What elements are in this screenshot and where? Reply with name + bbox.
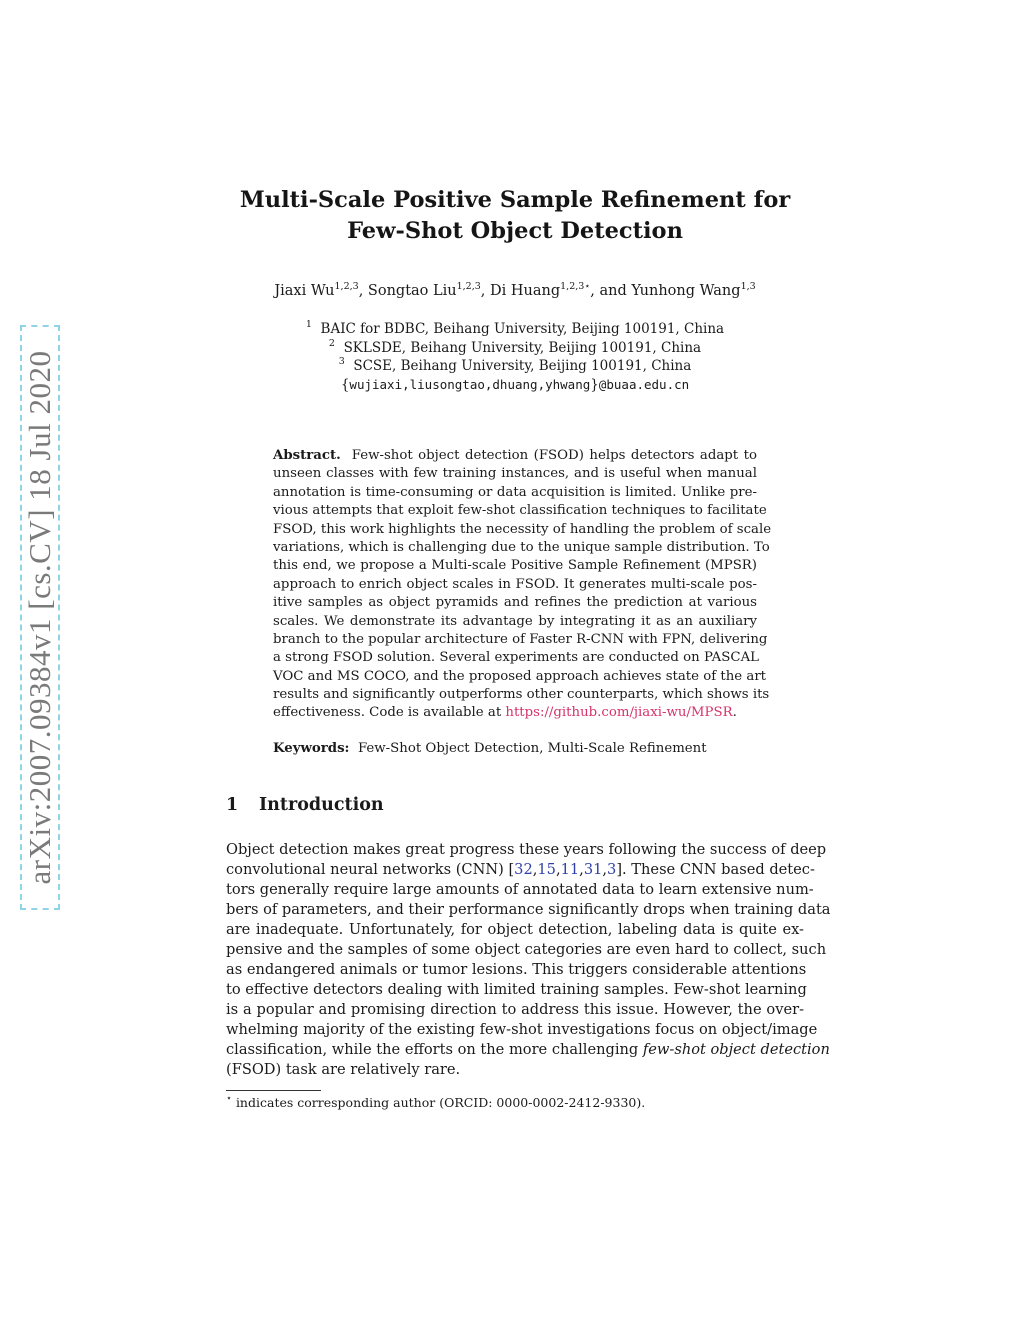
abstract-line: results and significantly outperforms other counterparts, which shows its	[273, 687, 770, 703]
section-title: Introduction	[259, 795, 384, 815]
section-heading	[226, 795, 384, 815]
arxiv-identifier-stamp: arXiv:2007.09384v1 [cs.CV] 18 Jul 2020	[20, 325, 60, 910]
author-affiliation-sup: 1,2,3⋆	[560, 281, 591, 292]
citation-link[interactable]: 11	[560, 861, 580, 878]
abstract-line	[273, 704, 757, 722]
paragraph-line: tors generally require large amounts of annotated data to learn extensive num-	[226, 881, 814, 898]
affiliation-number: 2	[328, 337, 335, 349]
paragraph-line: to effective detectors dealing with limited training samples. Few-shot learning	[226, 981, 807, 998]
title-line-1: Multi-Scale Positive Sample Refinement for	[239, 187, 791, 213]
author-affiliation-sup: 1,2,3	[334, 281, 359, 292]
affiliation-line	[200, 339, 830, 358]
abstract-line: a strong FSOD solution. Several experiments are conducted on PASCAL	[273, 650, 759, 666]
abstract-line: FSOD, this work highlights the necessity of handling the problem of scale	[273, 521, 772, 537]
author-name: Jiaxi Wu	[274, 283, 335, 299]
emphasized-term: few-shot object detection	[642, 1041, 830, 1058]
author-name: Yunhong Wang	[631, 283, 741, 299]
author-separator: ,	[358, 283, 368, 299]
abstract-line	[273, 447, 757, 465]
affiliation-text: SKLSDE, Beihang University, Beijing 100191, China	[343, 339, 702, 356]
affiliation-number: 3	[338, 356, 345, 368]
citation-link[interactable]: 3	[607, 861, 617, 878]
author-separator: , and	[590, 283, 632, 299]
footnote-mark: ⋆	[226, 1093, 232, 1104]
email-line	[200, 376, 830, 395]
paragraph-line: as endangered animals or tumor lesions. This triggers considerable attentions	[226, 961, 807, 978]
paragraph-line: pensive and the samples of some object categories are even hard to collect, such	[226, 941, 827, 958]
paragraph-text: ]. These CNN based detec-	[616, 861, 815, 878]
footnote-rule	[226, 1090, 321, 1091]
abstract-line: scales. We demonstrate its advantage by integrating it as an auxiliary	[273, 613, 757, 629]
keywords-text: Few-Shot Object Detection, Multi-Scale Refinement	[357, 741, 707, 756]
author-affiliation-sup: 1,2,3	[456, 281, 481, 292]
author-list	[160, 283, 870, 299]
email-brace-close: }	[590, 376, 599, 393]
paragraph-line: convolutional neural networks (CNN) [32,15,11,31,3]. These CNN based detec-	[226, 861, 815, 878]
paragraph-line: is a popular and promising direction to address this issue. However, the over-	[226, 1001, 804, 1018]
affiliation-line	[200, 320, 830, 339]
email-usernames: wujiaxi,liusongtao,dhuang,yhwang	[349, 376, 591, 392]
paragraph-line	[226, 1040, 830, 1060]
citation-link[interactable]: 31	[583, 861, 603, 878]
keywords-label: Keywords:	[273, 741, 350, 756]
keywords	[273, 741, 763, 756]
paragraph-line: whelming majority of the existing few-shot investigations focus on object/image	[226, 1021, 818, 1038]
affiliation-line	[200, 357, 830, 376]
affiliation-text: BAIC for BDBC, Beihang University, Beijing 100191, China	[320, 321, 725, 337]
citation-link[interactable]: 32	[514, 861, 533, 878]
abstract-text: .	[732, 705, 737, 721]
paper-title	[200, 185, 830, 247]
email-domain: @buaa.edu.cn	[598, 376, 690, 392]
affiliation-number: 1	[305, 319, 312, 330]
author-separator: ,	[480, 283, 491, 299]
paragraph-line: bers of parameters, and their performance significantly drops when training data	[226, 901, 831, 918]
author-affiliation-sup: 1,3	[740, 281, 756, 292]
abstract-line: approach to enrich object scales in FSOD. It generates multi-scale pos-	[273, 576, 757, 592]
abstract-text: Few-shot object detection (FSOD) helps detectors adapt to	[351, 448, 757, 463]
abstract-line: unseen classes with few training instances, and is useful when manual	[273, 466, 757, 482]
code-repository-link[interactable]: https://github.com/jiaxi-wu/MPSR	[505, 705, 733, 721]
footnote	[226, 1095, 645, 1110]
abstract-line: vious attempts that exploit few-shot classification techniques to facilitate	[273, 503, 767, 519]
abstract-line: annotation is time-consuming or data acquisition is limited. Unlike pre-	[273, 484, 757, 500]
email-brace-open: {	[340, 376, 350, 393]
abstract-label: Abstract.	[273, 448, 341, 463]
abstract	[273, 447, 772, 723]
citation-link[interactable]: 15	[537, 861, 556, 878]
author-name: Di Huang	[490, 283, 561, 299]
paragraph-line: Object detection makes great progress these years following the success of deep	[226, 841, 827, 858]
abstract-line: branch to the popular architecture of Faster R-CNN with FPN, delivering	[273, 631, 768, 647]
abstract-text: effectiveness. Code is available at	[273, 705, 506, 721]
paragraph-text: convolutional neural networks (CNN) [	[226, 861, 515, 878]
abstract-line: VOC and MS COCO, and the proposed approach achieves state of the art	[273, 668, 767, 684]
paragraph-line: (FSOD) task are relatively rare.	[226, 1061, 461, 1078]
affiliations	[200, 320, 830, 394]
footnote-text: indicates corresponding author (ORCID: 0000-0002-2412-9330).	[235, 1095, 646, 1110]
abstract-line: variations, which is challenging due to the unique sample distribution. To	[273, 539, 770, 555]
paragraph-line: are inadequate. Unfortunately, for object detection, labeling data is quite ex-	[226, 921, 804, 938]
introduction-paragraph	[226, 840, 831, 1080]
author-name: Songtao Liu	[367, 283, 457, 299]
title-line-2: Few-Shot Object Detection	[347, 218, 683, 244]
paragraph-text: classification, while the efforts on the more challenging	[226, 1041, 643, 1058]
abstract-line: this end, we propose a Multi-scale Positive Sample Refinement (MPSR)	[273, 558, 757, 574]
affiliation-text: SCSE, Beihang University, Beijing 100191, China	[353, 358, 692, 375]
section-number: 1	[226, 795, 239, 815]
abstract-line: itive samples as object pyramids and refines the prediction at various	[273, 595, 757, 611]
